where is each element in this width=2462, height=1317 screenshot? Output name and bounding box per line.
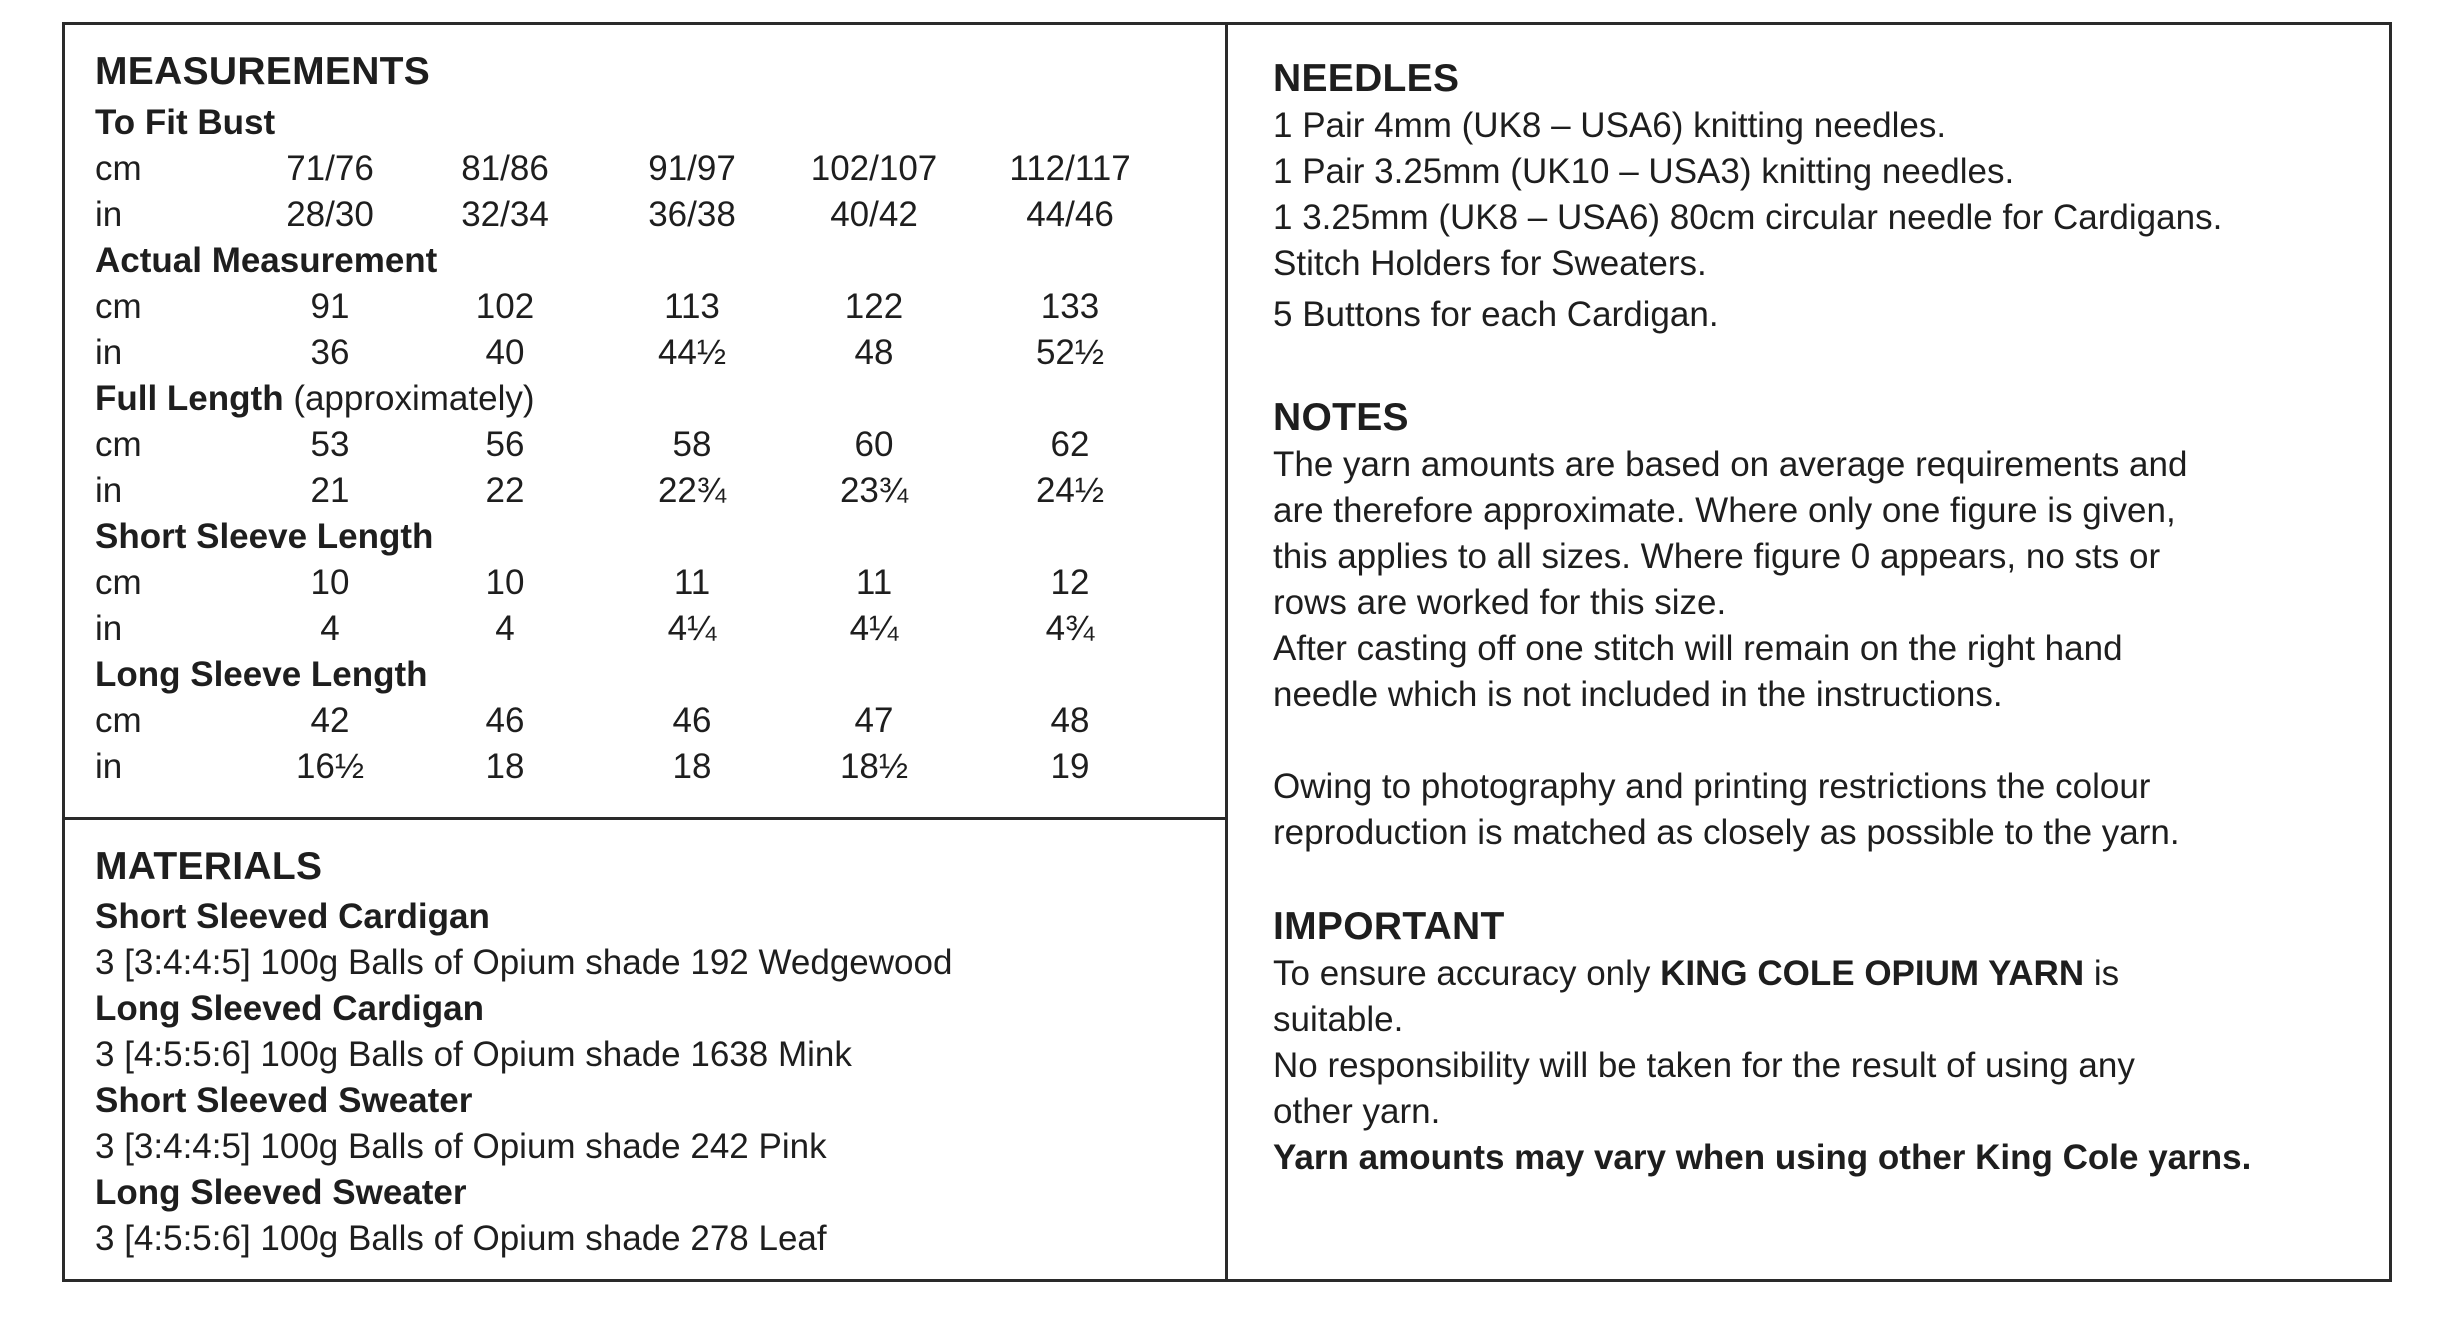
measurement-value: 52½: [1035, 333, 1105, 372]
unit-label: cm: [95, 425, 142, 464]
notes-line: this applies to all sizes. Where figure 0 appears, no sts or: [1273, 537, 2161, 576]
measurement-value: 102/107: [810, 149, 938, 188]
important-line: No responsibility will be taken for the result of using any: [1273, 1046, 2135, 1085]
section-divider: [65, 817, 1225, 820]
materials-title: MATERIALS: [95, 845, 323, 888]
notes-line: reproduction is matched as closely as possible to the yarn.: [1273, 813, 2180, 852]
unit-label: in: [95, 747, 123, 786]
measurement-value: 44½: [657, 333, 727, 372]
needles-line: 1 3.25mm (UK8 – USA6) 80cm circular needle for Cardigans.: [1273, 198, 2223, 237]
notes-title: NOTES: [1273, 396, 1409, 439]
measurement-heading-label: To Fit Bust: [95, 103, 276, 142]
measurement-value: 11: [673, 563, 711, 602]
unit-label: cm: [95, 701, 142, 740]
unit-label: cm: [95, 563, 142, 602]
material-heading: Short Sleeved Cardigan: [95, 897, 490, 936]
notes-line: are therefore approximate. Where only one figure is given,: [1273, 491, 2176, 530]
measurement-value: 22¾: [657, 471, 727, 510]
important-title: IMPORTANT: [1273, 905, 1505, 948]
measurement-heading-label: Short Sleeve Length: [95, 517, 434, 556]
unit-label: cm: [95, 149, 142, 188]
measurement-value: 48: [1050, 701, 1090, 740]
unit-label: in: [95, 195, 123, 234]
measurement-heading: [95, 241, 437, 281]
measurement-heading-label: Long Sleeve Length: [95, 655, 428, 694]
measurement-value: 4¼: [849, 609, 899, 648]
measurement-heading-label: Full Length: [95, 379, 284, 418]
measurement-value: 46: [485, 701, 525, 740]
notes-line: Owing to photography and printing restrictions the colour: [1273, 767, 2151, 806]
measurement-heading-note: (approximately): [293, 379, 535, 418]
important-line1-suffix: is: [2084, 954, 2120, 993]
column-divider: [1225, 25, 1228, 1279]
measurement-heading: [95, 517, 433, 557]
measurement-heading: [95, 103, 275, 143]
needles-line: 5 Buttons for each Cardigan.: [1273, 295, 1719, 334]
important-line: other yarn.: [1273, 1092, 1441, 1131]
measurement-value: 4: [495, 609, 515, 648]
important-line: [1273, 954, 2119, 994]
measurement-value: 46: [672, 701, 712, 740]
notes-line: rows are worked for this size.: [1273, 583, 1727, 622]
notes-line: After casting off one stitch will remain on the right hand: [1273, 629, 2123, 668]
measurement-value: 122: [844, 287, 904, 326]
unit-label: in: [95, 333, 123, 372]
measurement-value: 19: [1050, 747, 1090, 786]
material-text: 3 [3:4:4:5] 100g Balls of Opium shade 192 Wedgewood: [95, 943, 953, 982]
measurement-value: 23¾: [839, 471, 909, 510]
measurement-value: 21: [310, 471, 350, 510]
material-text: 3 [4:5:5:6] 100g Balls of Opium shade 278 Leaf: [95, 1219, 827, 1258]
measurement-heading-label: Actual Measurement: [95, 241, 438, 280]
material-heading: Short Sleeved Sweater: [95, 1081, 473, 1120]
measurement-value: 24½: [1035, 471, 1105, 510]
unit-label: cm: [95, 287, 142, 326]
material-heading: Long Sleeved Cardigan: [95, 989, 484, 1028]
needles-line: 1 Pair 4mm (UK8 – USA6) knitting needles.: [1273, 106, 1947, 145]
notes-line: needle which is not included in the instructions.: [1273, 675, 2003, 714]
measurement-value: 4¾: [1045, 609, 1095, 648]
material-text: 3 [4:5:5:6] 100g Balls of Opium shade 1638 Mink: [95, 1035, 852, 1074]
measurement-value: 62: [1050, 425, 1090, 464]
notes-line: The yarn amounts are based on average requirements and: [1273, 445, 2188, 484]
measurement-value: 58: [672, 425, 712, 464]
measurement-value: 102: [475, 287, 535, 326]
measurement-value: 60: [854, 425, 894, 464]
measurement-value: 18: [485, 747, 525, 786]
unit-label: in: [95, 609, 123, 648]
measurement-heading: [95, 379, 535, 419]
measurement-value: 48: [854, 333, 894, 372]
measurement-value: 40: [485, 333, 525, 372]
measurement-value: 53: [310, 425, 350, 464]
measurement-value: 4¼: [667, 609, 717, 648]
measurement-value: 133: [1040, 287, 1100, 326]
measurement-value: 12: [1050, 563, 1090, 602]
needles-line: 1 Pair 3.25mm (UK10 – USA3) knitting needles.: [1273, 152, 2015, 191]
measurement-value: 10: [310, 563, 350, 602]
important-warning: Yarn amounts may vary when using other King Cole yarns.: [1273, 1138, 2252, 1177]
needles-line: Stitch Holders for Sweaters.: [1273, 244, 1707, 283]
measurement-value: 71/76: [286, 149, 374, 188]
measurement-value: 42: [310, 701, 350, 740]
measurement-value: 36/38: [648, 195, 736, 234]
measurement-value: 47: [854, 701, 894, 740]
measurements-title: MEASUREMENTS: [95, 50, 431, 93]
measurement-heading: [95, 655, 428, 695]
important-line: suitable.: [1273, 1000, 1404, 1039]
measurement-value: 4: [320, 609, 340, 648]
measurement-value: 18: [672, 747, 712, 786]
unit-label: in: [95, 471, 123, 510]
measurement-value: 91: [310, 287, 350, 326]
important-line1-prefix: To ensure accuracy only: [1273, 954, 1661, 993]
material-text: 3 [3:4:4:5] 100g Balls of Opium shade 242 Pink: [95, 1127, 827, 1166]
measurement-value: 81/86: [461, 149, 549, 188]
measurement-value: 113: [664, 287, 720, 326]
brand-yarn-name: KING COLE OPIUM YARN: [1660, 954, 2085, 993]
measurement-value: 44/46: [1026, 195, 1114, 234]
measurement-value: 91/97: [648, 149, 736, 188]
measurement-value: 32/34: [461, 195, 549, 234]
measurement-value: 11: [855, 563, 893, 602]
material-heading: Long Sleeved Sweater: [95, 1173, 467, 1212]
measurement-value: 112/117: [1009, 149, 1131, 188]
measurement-value: 22: [485, 471, 525, 510]
measurement-value: 56: [485, 425, 525, 464]
needles-title: NEEDLES: [1273, 57, 1460, 100]
measurement-value: 36: [310, 333, 350, 372]
measurement-value: 28/30: [286, 195, 374, 234]
measurement-value: 40/42: [830, 195, 918, 234]
measurement-value: 16½: [295, 747, 365, 786]
measurement-value: 18½: [839, 747, 909, 786]
measurement-value: 10: [485, 563, 525, 602]
